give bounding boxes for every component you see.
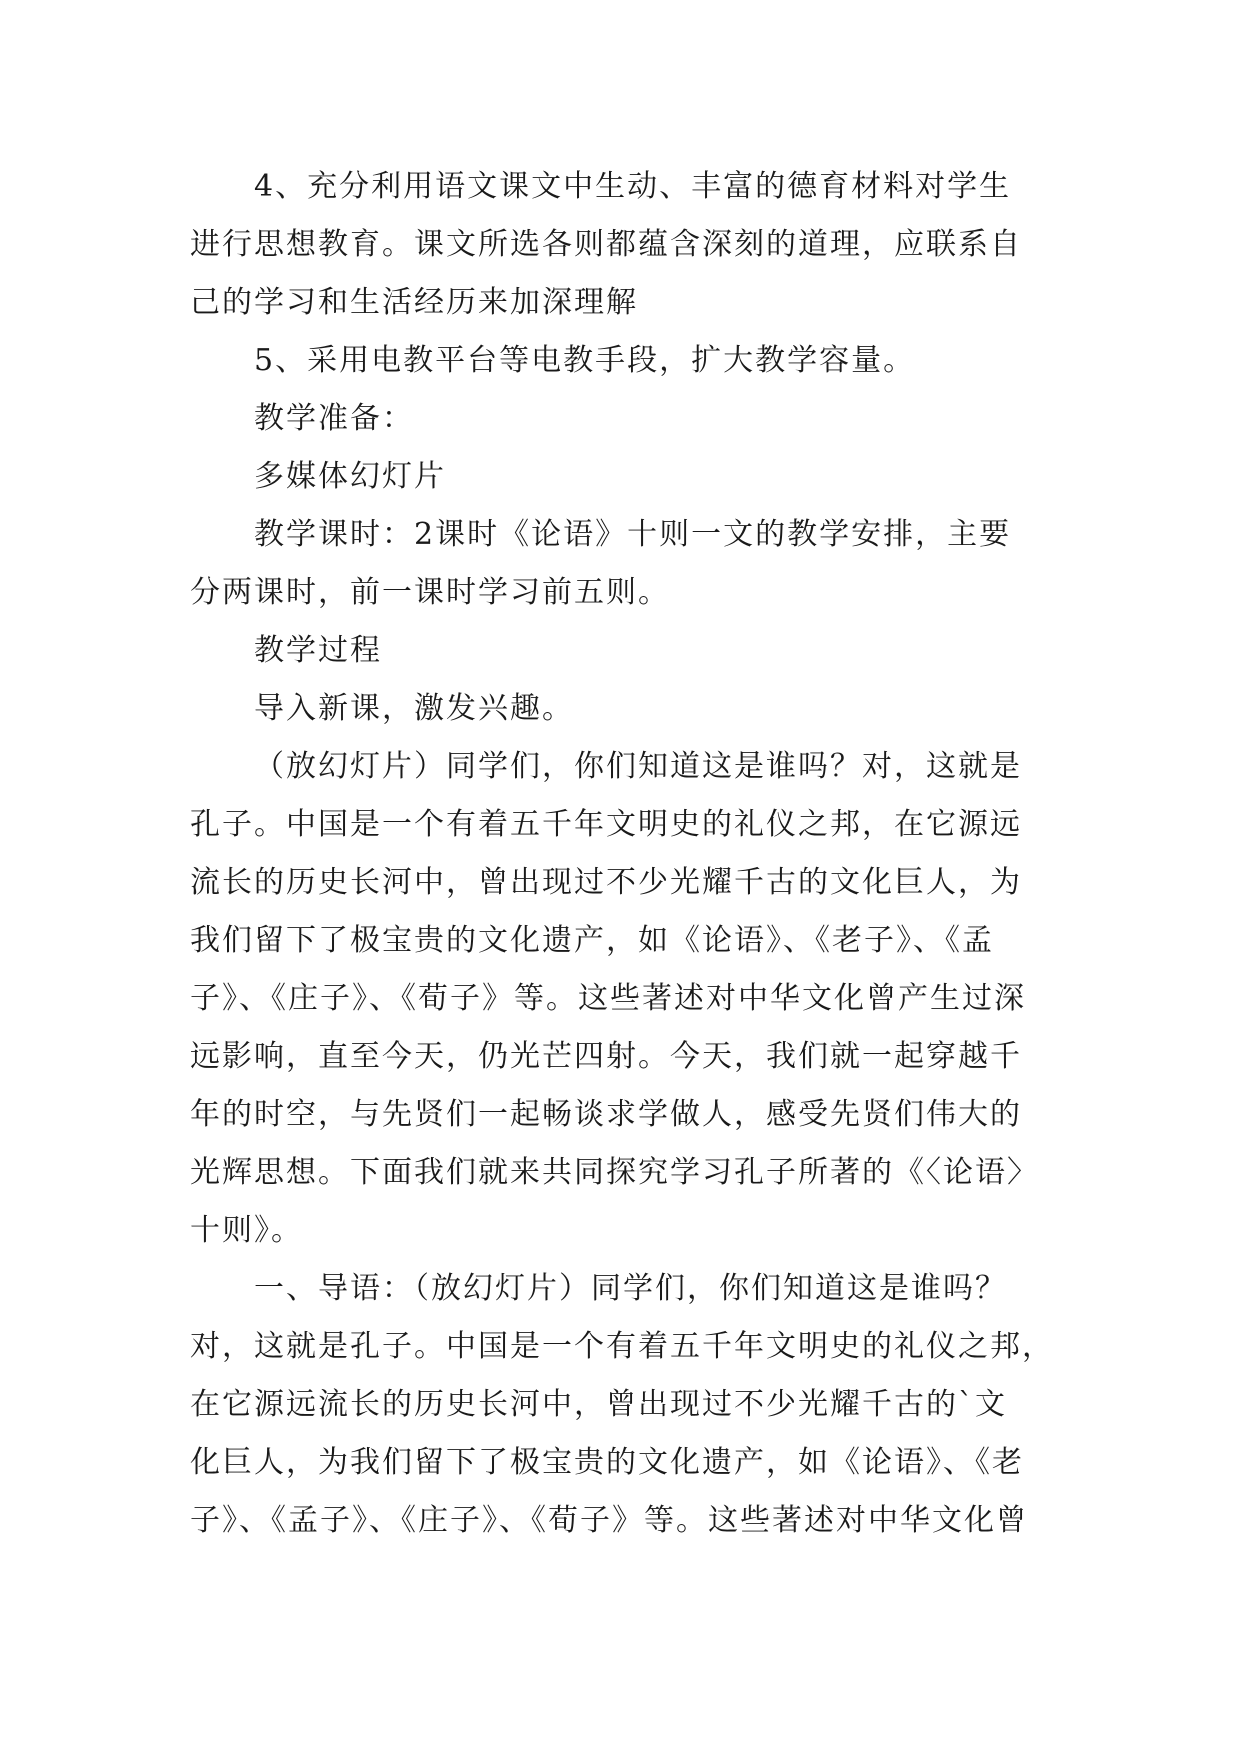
intro-heading (190, 680, 1050, 738)
teaching-prep-item (190, 448, 1050, 506)
text-line: 进行思想教育。课文所选各则都蕴含深刻的道理，应联系自 (190, 227, 1022, 262)
text-line: 子》、《庄子》、《荀子》等。这些著述对中华文化曾产生过深 (190, 981, 1026, 1016)
text-line: 年的时空，与先贤们一起畅谈求学做人，感受先贤们伟大的 (190, 1097, 1022, 1132)
text-line: 我们留下了极宝贵的文化遗产，如《论语》、《老子》、《孟 (190, 923, 994, 958)
text-line: 4、充分利用语文课文中生动、丰富的德育材料对学生 (254, 169, 1012, 204)
text-line: 子》、《孟子》、《庄子》、《荀子》等。这些著述对中华文化曾 (190, 1503, 1028, 1538)
section-one-paragraph (190, 1260, 1054, 1550)
intro-body-paragraph (190, 738, 1050, 1260)
teaching-prep-heading (190, 390, 1050, 448)
text-line: 对，这就是孔子。中国是一个有着五千年文明史的礼仪之邦， (190, 1329, 1054, 1364)
text-line: 远影响，直至今天，仍光芒四射。今天，我们就一起穿越千 (190, 1039, 1022, 1074)
document-body (190, 158, 1054, 1550)
text-line: 化巨人，为我们留下了极宝贵的文化遗产，如《论语》、《老 (190, 1445, 1024, 1480)
text-line: 十则》。 (190, 1213, 303, 1248)
text-line: 己的学习和生活经历来加深理解 (190, 285, 638, 320)
text-line: 在它源远流长的历史长河中，曾出现过不少光耀千古的`文 (190, 1387, 1007, 1422)
teaching-process-heading (190, 622, 1050, 680)
text-line: 导入新课，激发兴趣。 (254, 691, 574, 726)
text-line: 分两课时，前一课时学习前五则。 (190, 575, 670, 610)
text-line: 5、采用电教平台等电教手段，扩大教学容量。 (254, 343, 916, 378)
text-line: 教学准备： (254, 401, 414, 436)
text-line: 教学过程 (254, 633, 382, 668)
teaching-periods-paragraph (190, 506, 1050, 622)
paragraph-item-4 (190, 158, 1050, 332)
paragraph-item-5 (190, 332, 1050, 390)
text-line: 一、导语：（放幻灯片）同学们，你们知道这是谁吗？ (254, 1271, 1007, 1306)
text-line: 多媒体幻灯片 (254, 459, 446, 494)
text-line: （放幻灯片）同学们，你们知道这是谁吗？对，这就是 (254, 749, 1022, 784)
text-line: 教学课时：2课时《论语》十则一文的教学安排，主要 (254, 517, 1012, 552)
text-line: 流长的历史长河中，曾出现过不少光耀千古的文化巨人，为 (190, 865, 1022, 900)
text-line: 光辉思想。下面我们就来共同探究学习孔子所著的《〈论语〉 (190, 1155, 1039, 1190)
text-line: 孔子。中国是一个有着五千年文明史的礼仪之邦，在它源远 (190, 807, 1022, 842)
